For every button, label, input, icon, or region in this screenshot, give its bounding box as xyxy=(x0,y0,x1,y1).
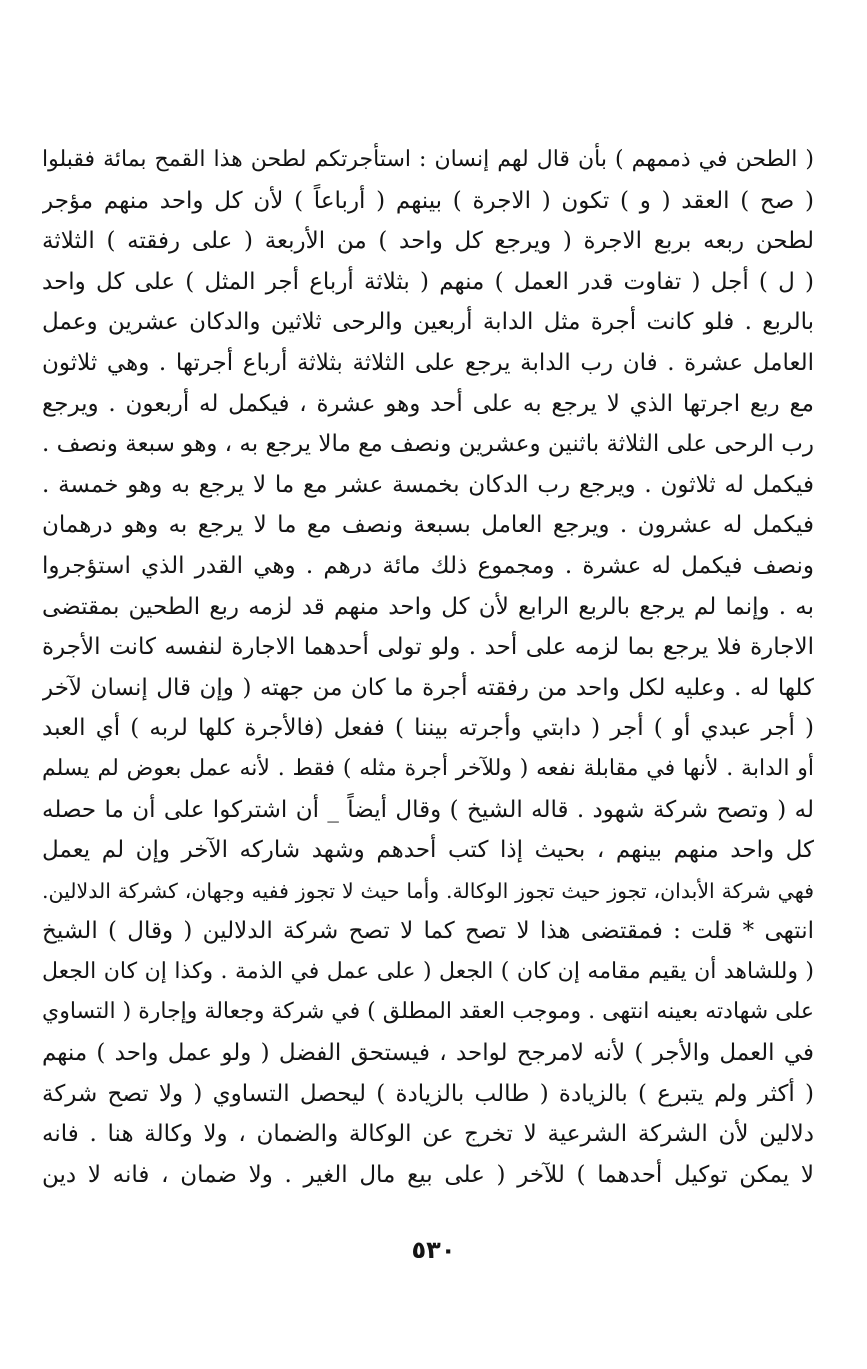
text-line: ( أجر عبدي أو ) أجر ( دابتي وأجرته بيننا ) ففعل (فالأجرة كلها لربه ) أي العبد xyxy=(42,715,814,742)
text-line: به . وإنما لم يرجع بالربع الرابع لأن كل واحد منهم قد لزمه ربع الطحين بمقتضى xyxy=(42,593,814,620)
text-line: ونصف فيكمل له عشرة . ومجموع ذلك مائة درهم . وهي القدر الذي استؤجروا xyxy=(42,552,814,579)
text-line: فيكمل له عشرون . ويرجع العامل بسبعة ونصف مع ما لا يرجع به وهو درهمان xyxy=(42,512,814,539)
text-line: ( الطحن في ذممهم ) بأن قال لهم إنسان : استأجرتكم لطحن هذا القمح بمائة فقبلوا xyxy=(42,147,814,172)
text-line: له ( وتصح شركة شهود . قاله الشيخ ) وقال أيضاً _ أن اشتركوا على أن ما حصله xyxy=(42,796,814,823)
text-line: مع ربع اجرتها الذي لا يرجع به على أحد وهو عشرة ، فيكمل له أربعون . ويرجع xyxy=(42,390,814,417)
text-line: لطحن ربعه بربع الاجرة ( ويرجع كل واحد ) من الأربعة ( على رفقته ) الثلاثة xyxy=(42,228,814,255)
text-line: دلالين لأن الشركة الشرعية لا تخرج عن الوكالة والضمان ، ولا وكالة هنا . فانه xyxy=(42,1121,814,1148)
text-line: ( صح ) العقد ( و ) تكون ( الاجرة ) بينهم ( أرباعاً ) لأن كل واحد منهم مؤجر xyxy=(42,187,814,214)
text-line: ( أكثر ولم يتبرع ) بالزيادة ( طالب بالزيادة ) ليحصل التساوي ( ولا تصح شركة xyxy=(42,1080,814,1107)
text-line: على شهادته بعينه انتهى . وموجب العقد المطلق ) في شركة وجعالة وإجارة ( التساوي xyxy=(42,999,814,1025)
text-line: كل واحد منهم بينهم ، بحيث إذا كتب أحدهم وشهد شاركه الآخر وإن لم يعمل xyxy=(42,837,814,864)
text-line: انتهى * قلت : فمقتضى هذا لا تصح كما لا تصح شركة الدلالين ( وقال ) الشيخ xyxy=(42,918,814,945)
text-line: لا يمكن توكيل أحدهما ) للآخر ( على بيع مال الغير . ولا ضمان ، فانه لا دين xyxy=(42,1161,814,1188)
text-line: فهي شركة الأبدان، تجوز حيث تجوز الوكالة. وأما حيث لا تجوز ففيه وجهان، كشركة الدلالين. xyxy=(42,878,814,903)
page-number: ٥٣٠ xyxy=(411,1236,456,1264)
text-line: الاجارة فلا يرجع بما لزمه على أحد . ولو تولى أحدهما الاجارة لنفسه كانت الأجرة xyxy=(42,634,814,661)
body-text xyxy=(42,140,814,1195)
text-line: في العمل والأجر ) لأنه لامرجح لواحد ، فيستحق الفضل ( ولو عمل واحد ) منهم xyxy=(42,1040,814,1067)
text-line: ( وللشاهد أن يقيم مقامه إن كان ) الجعل ( على عمل في الذمة . وكذا إن كان الجعل xyxy=(42,958,814,984)
text-line: أو الدابة . لأنها في مقابلة نفعه ( وللآخر أجرة مثله ) فقط . لأنه عمل بعوض لم يسلم xyxy=(42,755,814,781)
text-line: بالربع . فلو كانت أجرة مثل الدابة أربعين والرحى ثلاثين والدكان عشرين وعمل xyxy=(42,309,814,336)
text-line: ( ل ) أجل ( تفاوت قدر العمل ) منهم ( بثلاثة أرباع أجر المثل ) على كل واحد xyxy=(42,268,814,295)
text-line: كلها له . وعليه لكل واحد من رفقته أجرة ما كان من جهته ( وإن قال إنسان لآخر xyxy=(42,674,814,701)
text-line: رب الرحى على الثلاثة باثنين وعشرين ونصف مع مالا يرجع به ، وهو سبعة ونصف . xyxy=(42,431,814,458)
text-line: العامل عشرة . فان رب الدابة يرجع على الثلاثة بثلاثة أرباع أجرتها . وهي ثلاثون xyxy=(42,349,814,376)
text-line: فيكمل له ثلاثون . ويرجع رب الدكان بخمسة عشر مع ما لا يرجع به وهو خمسة . xyxy=(42,471,814,498)
